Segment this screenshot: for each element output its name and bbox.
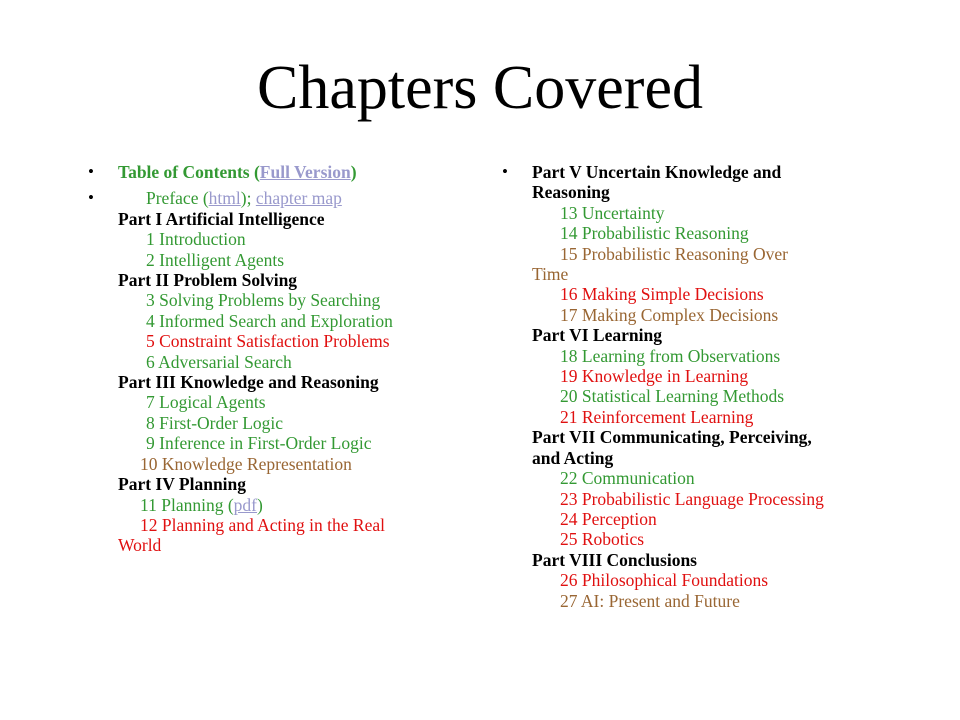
slide-title: Chapters Covered (257, 54, 703, 122)
part-heading: Part VI Learning (532, 325, 662, 346)
pdf-link[interactable]: pdf (233, 494, 257, 515)
chapter-item: 23 Probabilistic Language Processing (560, 488, 824, 509)
chapter-item: 10 Knowledge Representation (140, 453, 352, 474)
full-version-link[interactable]: Full Version (259, 162, 351, 182)
preface-html-link[interactable]: html (208, 188, 241, 209)
part-heading: Part II Problem Solving (118, 270, 298, 291)
left-column (88, 162, 450, 556)
preface-sep: ); (240, 188, 256, 209)
part-heading: Part VIII Conclusions (532, 549, 697, 570)
part-heading: Part VII Communicating, Perceiving, (532, 427, 812, 448)
chapter-item: 5 Constraint Satisfaction Problems (146, 331, 390, 352)
chapter-item: 19 Knowledge in Learning (560, 366, 749, 387)
chapter-item: 26 Philosophical Foundations (560, 570, 769, 591)
part-heading: Part I Artificial Intelligence (118, 208, 325, 229)
chapters-bullet-item (502, 162, 882, 611)
chapter-item-continued: Time (532, 264, 569, 285)
chapter-item (118, 495, 450, 515)
right-column (502, 162, 882, 611)
chapters-bullet-item (88, 188, 450, 555)
bullet-icon: • (88, 188, 94, 208)
part-heading-continued: Reasoning (532, 182, 610, 203)
chapter-item: 7 Logical Agents (146, 392, 266, 413)
chapter-item: 24 Perception (560, 508, 657, 529)
preface-line (118, 188, 450, 208)
chapter-map-link[interactable]: chapter map (255, 188, 342, 209)
part-heading-continued: and Acting (532, 447, 614, 468)
chapter-item: 25 Robotics (560, 529, 645, 550)
chapter-item: 8 First-Order Logic (146, 412, 284, 433)
ch11-close: ) (256, 494, 263, 515)
toc-label: Table of Contents ( (118, 162, 260, 182)
chapter-item: 17 Making Complex Decisions (560, 304, 779, 325)
part-heading: Part III Knowledge and Reasoning (118, 372, 379, 393)
chapter-item: 21 Reinforcement Learning (560, 406, 754, 427)
chapter-item: 18 Learning from Observations (560, 345, 781, 366)
chapter-item: 22 Communication (560, 468, 695, 489)
chapter-item: 20 Statistical Learning Methods (560, 386, 785, 407)
chapter-item: 4 Informed Search and Exploration (146, 310, 393, 331)
preface-label: Preface ( (146, 188, 209, 209)
chapter-item: 12 Planning and Acting in the Real (140, 514, 385, 535)
chapter-item: 9 Inference in First-Order Logic (146, 433, 372, 454)
chapter-item: 6 Adversarial Search (146, 351, 292, 372)
chapter-item-continued: World (118, 535, 162, 556)
chapter-item: 15 Probabilistic Reasoning Over (560, 243, 788, 264)
toc-bullet-item (88, 162, 450, 182)
bullet-icon: • (88, 162, 94, 181)
bullet-icon: • (502, 162, 508, 181)
ch11-label: 11 Planning ( (140, 494, 234, 515)
chapter-item: 16 Making Simple Decisions (560, 284, 764, 305)
chapter-item: 3 Solving Problems by Searching (146, 290, 381, 311)
chapter-item: 27 AI: Present and Future (560, 590, 740, 611)
chapter-item: 1 Introduction (146, 229, 246, 250)
toc-close: ) (350, 162, 357, 182)
chapter-item: 2 Intelligent Agents (146, 249, 285, 270)
chapter-item: 13 Uncertainty (560, 202, 665, 223)
part-heading: Part IV Planning (118, 474, 247, 495)
toc-line (118, 162, 450, 182)
part-heading: Part V Uncertain Knowledge and (532, 162, 782, 182)
chapter-item: 14 Probabilistic Reasoning (560, 223, 749, 244)
